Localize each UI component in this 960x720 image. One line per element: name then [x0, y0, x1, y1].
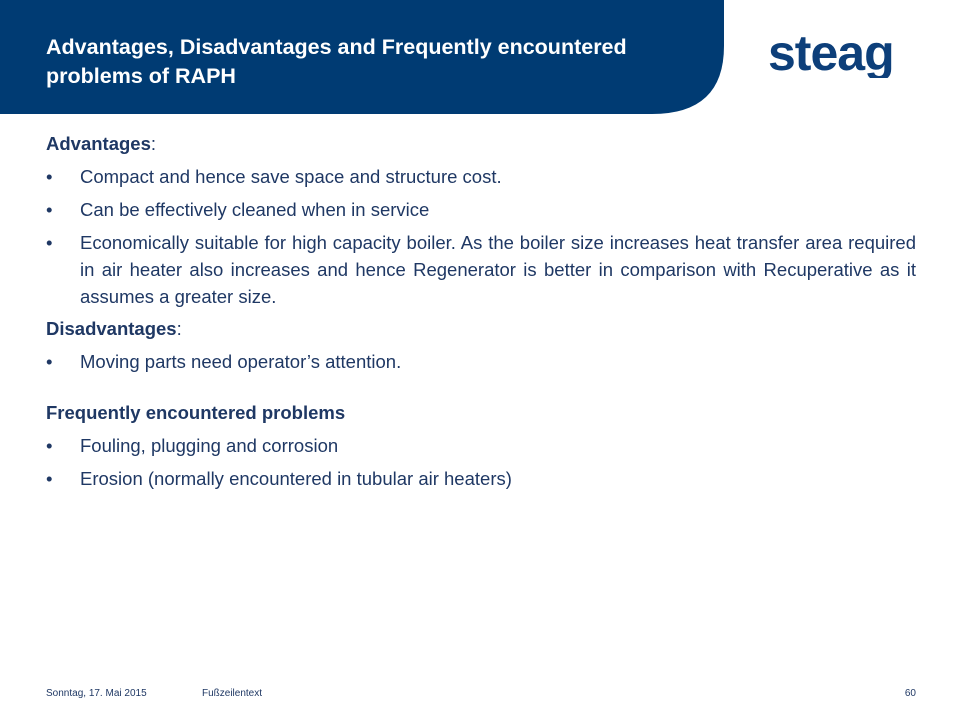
footer-date: Sonntag, 17. Mai 2015	[46, 688, 147, 699]
bullet-icon: •	[46, 232, 53, 253]
bullet-icon: •	[46, 468, 53, 489]
advantages-heading: Advantages:	[46, 133, 157, 154]
problems-heading: Frequently encountered problems	[46, 402, 346, 423]
footer-text: Fußzeilentext	[202, 688, 263, 699]
bullet-icon: •	[46, 351, 53, 372]
list-item: • Compact and hence save space and structure cost.	[46, 163, 916, 190]
svg-text:steag: steag	[768, 30, 894, 78]
bullet-icon: •	[46, 199, 53, 220]
bullet-icon: •	[46, 166, 53, 187]
list-item: • Erosion (normally encountered in tubular air heaters)	[46, 465, 916, 492]
disadvantages-heading: Disadvantages:	[46, 318, 182, 339]
list-item: • Can be effectively cleaned when in service	[46, 196, 916, 223]
list-item: • Fouling, plugging and corrosion	[46, 432, 916, 459]
list-item: • Economically suitable for high capacity boiler. As the boiler size increases heat transfer area required in air heater also increases and hence Regenerator is better in comparison with Recuperative as it assumes a greater size.	[46, 229, 916, 310]
slide-content	[46, 130, 916, 492]
page-number: 60	[904, 688, 916, 699]
footer	[0, 688, 960, 708]
bullet-icon: •	[46, 435, 53, 456]
steag-logo	[768, 30, 918, 78]
slide-title: Advantages, Disadvantages and Frequently encountered problems of RAPH	[46, 35, 627, 88]
list-item: • Moving parts need operator’s attention.	[46, 348, 916, 375]
